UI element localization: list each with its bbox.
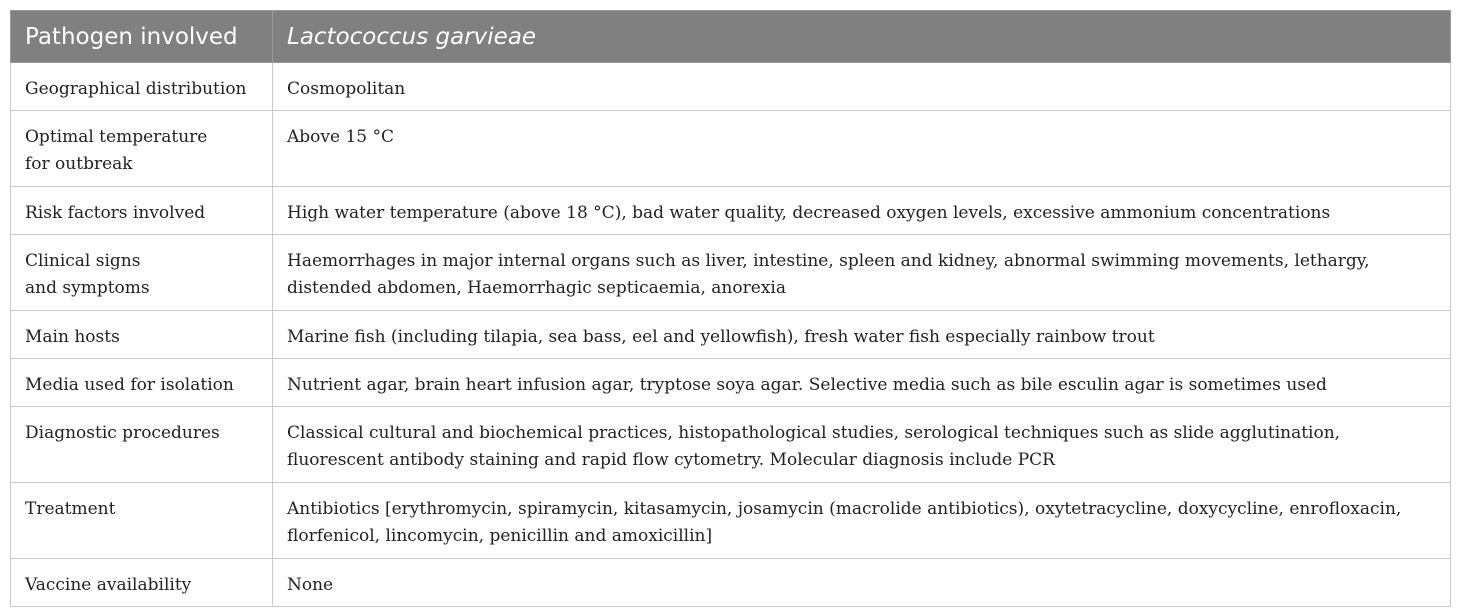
table-row: [11, 311, 1451, 359]
header-pathogen-involved: Pathogen involved: [11, 11, 273, 63]
row-label-clinical-signs: Clinical signs and symptoms: [11, 235, 273, 311]
row-value-diagnostic-procedures: Classical cultural and biochemical practices, histopathological studies, serological techniques such as slide agglutination, fluorescent antibody staining and rapid flow cytometry. Molecular diagnosis include PCR: [273, 407, 1451, 483]
row-value-clinical-signs: Haemorrhages in major internal organs such as liver, intestine, spleen and kidney, abnormal swimming movements, lethargy, distended abdomen, Haemorrhagic septicaemia, anorexia: [273, 235, 1451, 311]
row-label-media-isolation: Media used for isolation: [11, 359, 273, 407]
header-pathogen-name: Lactococcus garvieae: [273, 11, 1451, 63]
table-row: [11, 483, 1451, 559]
row-value-optimal-temperature: Above 15 °C: [273, 111, 1451, 187]
row-label-treatment: Treatment: [11, 483, 273, 559]
row-value-vaccine-availability: None: [273, 559, 1451, 607]
row-label-risk-factors: Risk factors involved: [11, 187, 273, 235]
pathogen-table: [10, 10, 1451, 607]
table-row: [11, 559, 1451, 607]
pathogen-table-container: [10, 10, 1450, 607]
row-value-treatment: Antibiotics [erythromycin, spiramycin, kitasamycin, josamycin (macrolide antibiotics), oxytetracycline, doxycycline, enrofloxacin, florfenicol, lincomycin, penicillin and amoxicillin]: [273, 483, 1451, 559]
row-label-diagnostic-procedures: Diagnostic procedures: [11, 407, 273, 483]
row-label-optimal-temperature: Optimal temperature for outbreak: [11, 111, 273, 187]
table-row: [11, 187, 1451, 235]
table-header-row: [11, 11, 1451, 63]
row-value-main-hosts: Marine fish (including tilapia, sea bass, eel and yellowfish), fresh water fish especially rainbow trout: [273, 311, 1451, 359]
table-row: [11, 235, 1451, 311]
row-value-geographical-distribution: Cosmopolitan: [273, 63, 1451, 111]
table-row: [11, 111, 1451, 187]
table-row: [11, 63, 1451, 111]
row-label-geographical-distribution: Geographical distribution: [11, 63, 273, 111]
table-row: [11, 359, 1451, 407]
table-row: [11, 407, 1451, 483]
row-label-vaccine-availability: Vaccine availability: [11, 559, 273, 607]
row-value-risk-factors: High water temperature (above 18 °C), bad water quality, decreased oxygen levels, excessive ammonium concentrations: [273, 187, 1451, 235]
row-value-media-isolation: Nutrient agar, brain heart infusion agar, tryptose soya agar. Selective media such as bile esculin agar is sometimes used: [273, 359, 1451, 407]
row-label-main-hosts: Main hosts: [11, 311, 273, 359]
